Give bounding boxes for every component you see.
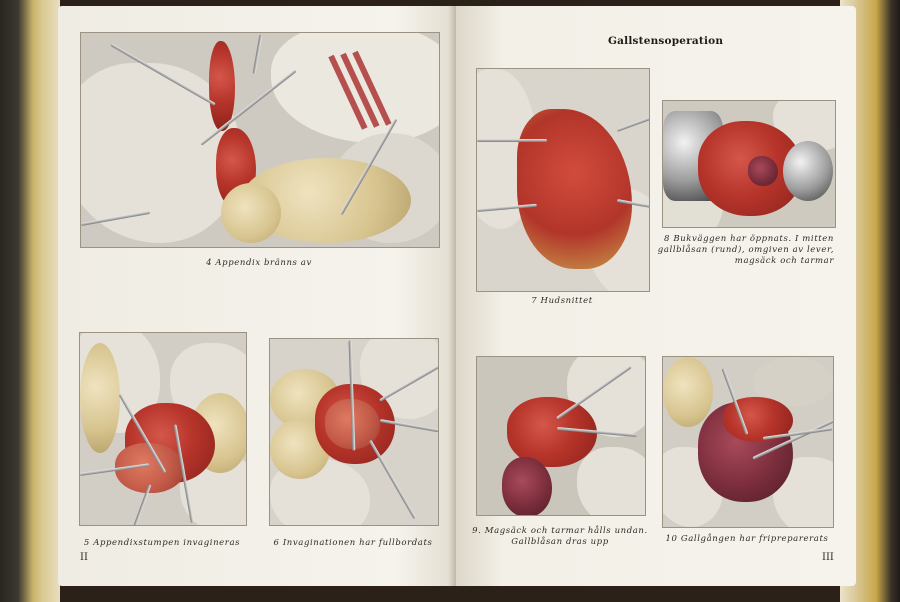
caption-9-line-1: 9. Magsäck och tarmar hålls undan. (472, 526, 648, 536)
caption-8-line-3: magsäck och tarmar (734, 256, 834, 266)
photo-9-stomach-held (476, 356, 646, 516)
caption-8 (652, 234, 834, 267)
caption-10: 10 Gallgången har fripreparerats (665, 534, 829, 544)
photo-8-abdominal-wall (662, 100, 836, 228)
left-page (58, 6, 456, 586)
page-header: Gallstensoperation (608, 35, 724, 47)
photo-7-skin-incision (476, 68, 650, 292)
caption-8-line-2: gallblåsan (rund), omgiven av lever, (657, 245, 834, 255)
caption-6: 6 Invaginationen har fullbordats (273, 538, 433, 548)
page-number-right: III (822, 552, 834, 563)
photo-10-bile-duct (662, 356, 834, 528)
photo-5-appendix-stump (79, 332, 247, 526)
photo-4-appendix (80, 32, 440, 248)
caption-4: 4 Appendix bränns av (206, 258, 312, 268)
caption-8-line-1: 8 Bukväggen har öppnats. I mitten (664, 234, 834, 244)
caption-7: 7 Hudsnittet (531, 296, 593, 306)
caption-9-line-2: Gallblåsan dras upp (511, 537, 609, 547)
caption-9 (470, 526, 650, 548)
photo-6-invagination (269, 338, 439, 526)
right-page (456, 6, 856, 586)
page-number-left: II (80, 552, 88, 563)
caption-5: 5 Appendixstumpen invagineras (83, 538, 241, 548)
book-edge-left (0, 0, 60, 602)
